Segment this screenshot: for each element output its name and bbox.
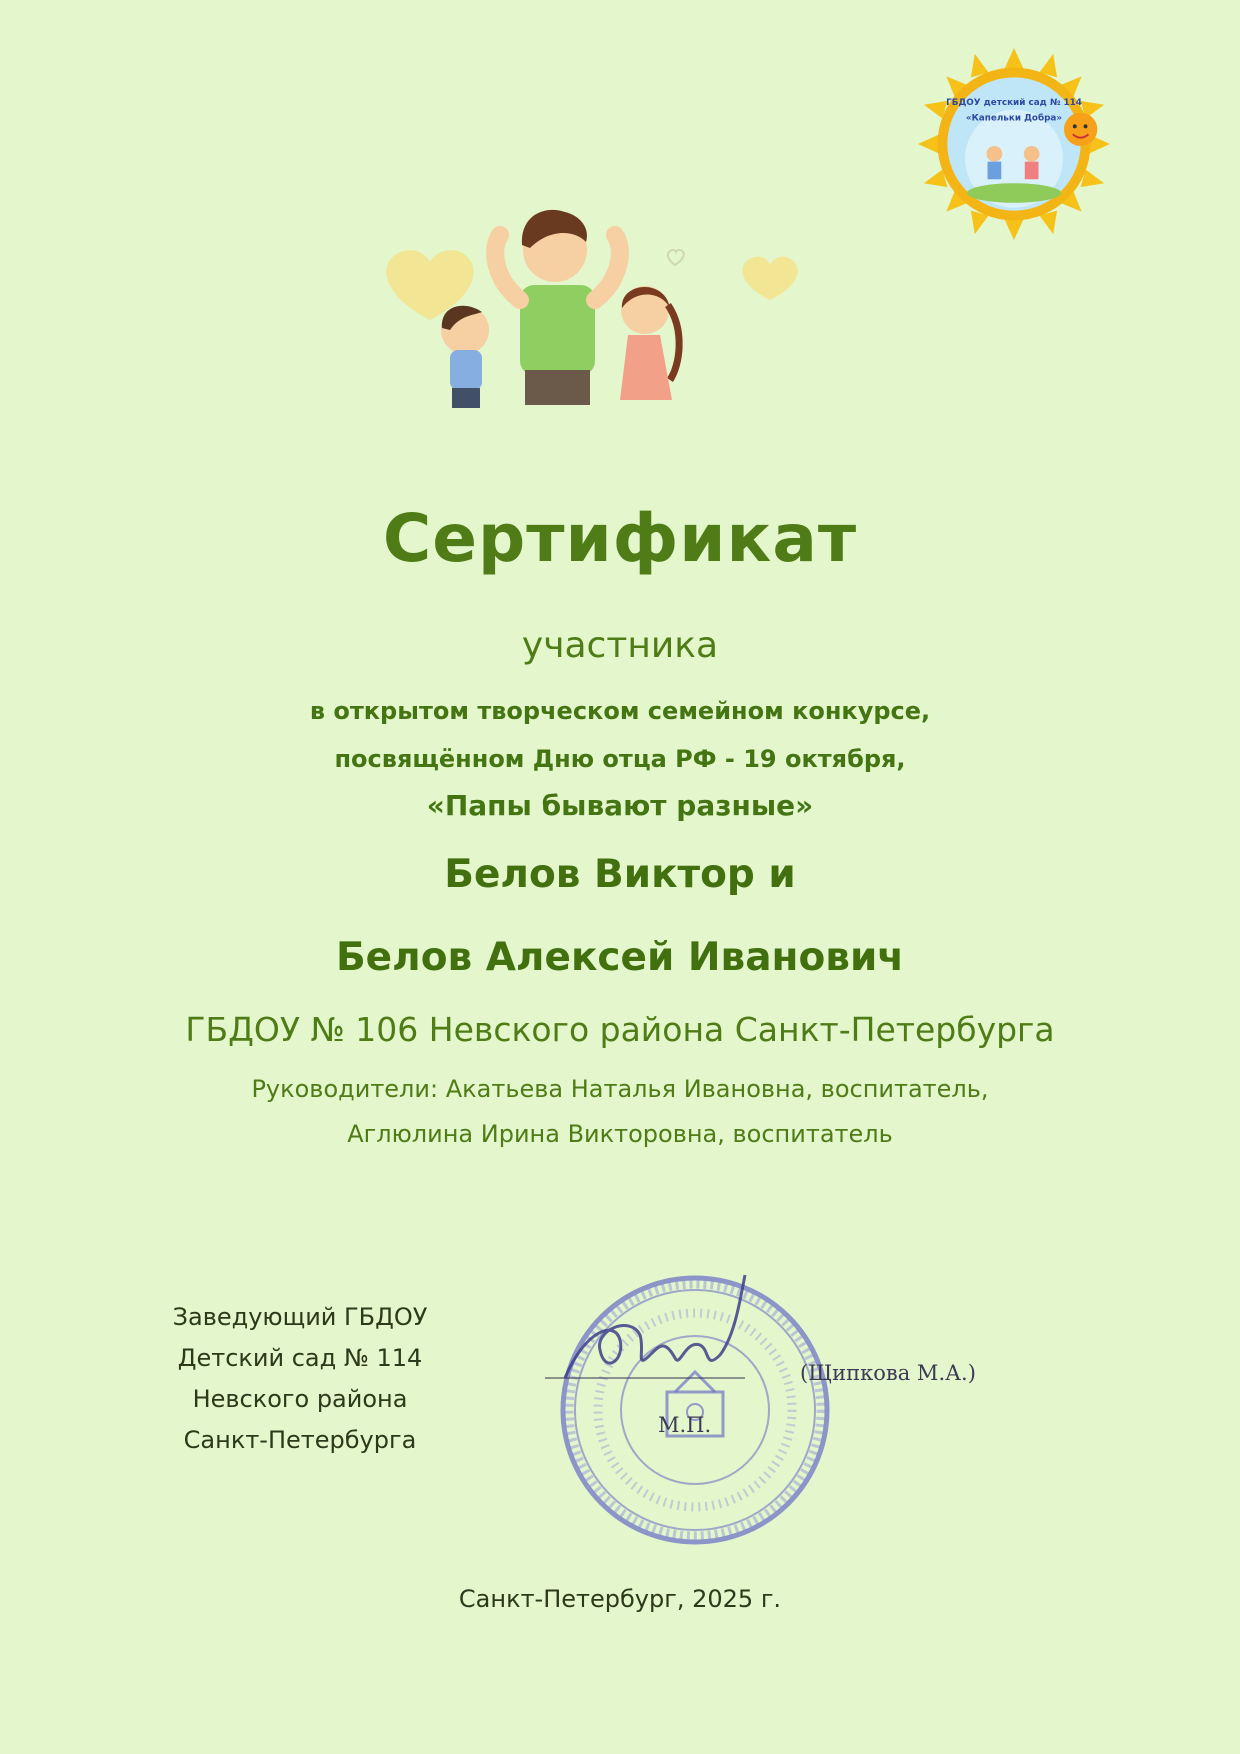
contest-name: «Папы бывают разные»: [426, 789, 814, 822]
leaders-line-2: Аглюлина Ирина Викторовна, воспитатель: [347, 1120, 893, 1148]
kindergarten-logo: [916, 46, 1112, 242]
participant-organization: ГБДОУ № 106 Невского района Санкт-Петербурга: [185, 1010, 1055, 1049]
signatory-name: (Щипкова М.А.): [800, 1361, 976, 1385]
place-and-year: Санкт-Петербург, 2025 г.: [458, 1585, 782, 1613]
contest-description-line-2: посвящённом Дню отца РФ - 19 октября,: [334, 745, 906, 773]
logo-text-bottom: «Капельки Добра»: [965, 113, 1063, 124]
contest-description-line-1: в открытом творческом семейном конкурсе,: [309, 697, 931, 725]
head-title-line: Детский сад № 114: [177, 1344, 423, 1372]
father-children-illustration: [370, 190, 880, 480]
head-title-line: Заведующий ГБДОУ: [172, 1303, 428, 1331]
head-title-block: [130, 1297, 470, 1461]
participant-name-2: Белов Алексей Иванович: [335, 935, 905, 980]
leaders-line-1: Руководители: Акатьева Наталья Ивановна, воспитатель,: [251, 1075, 989, 1103]
participant-name-1: Белов Виктор и: [444, 852, 796, 897]
heart-right-icon: [742, 257, 797, 300]
logo-text-top: ГБДОУ детский сад № 114: [946, 97, 1082, 108]
head-title-line: Санкт-Петербурга: [183, 1426, 417, 1454]
official-stamp: [545, 1260, 845, 1560]
head-title-line: Невского района: [192, 1385, 408, 1413]
certificate-subtitle: участника: [521, 625, 719, 666]
stamp-place-mark: М.П.: [658, 1413, 712, 1437]
certificate-title: Сертификат: [382, 500, 858, 577]
